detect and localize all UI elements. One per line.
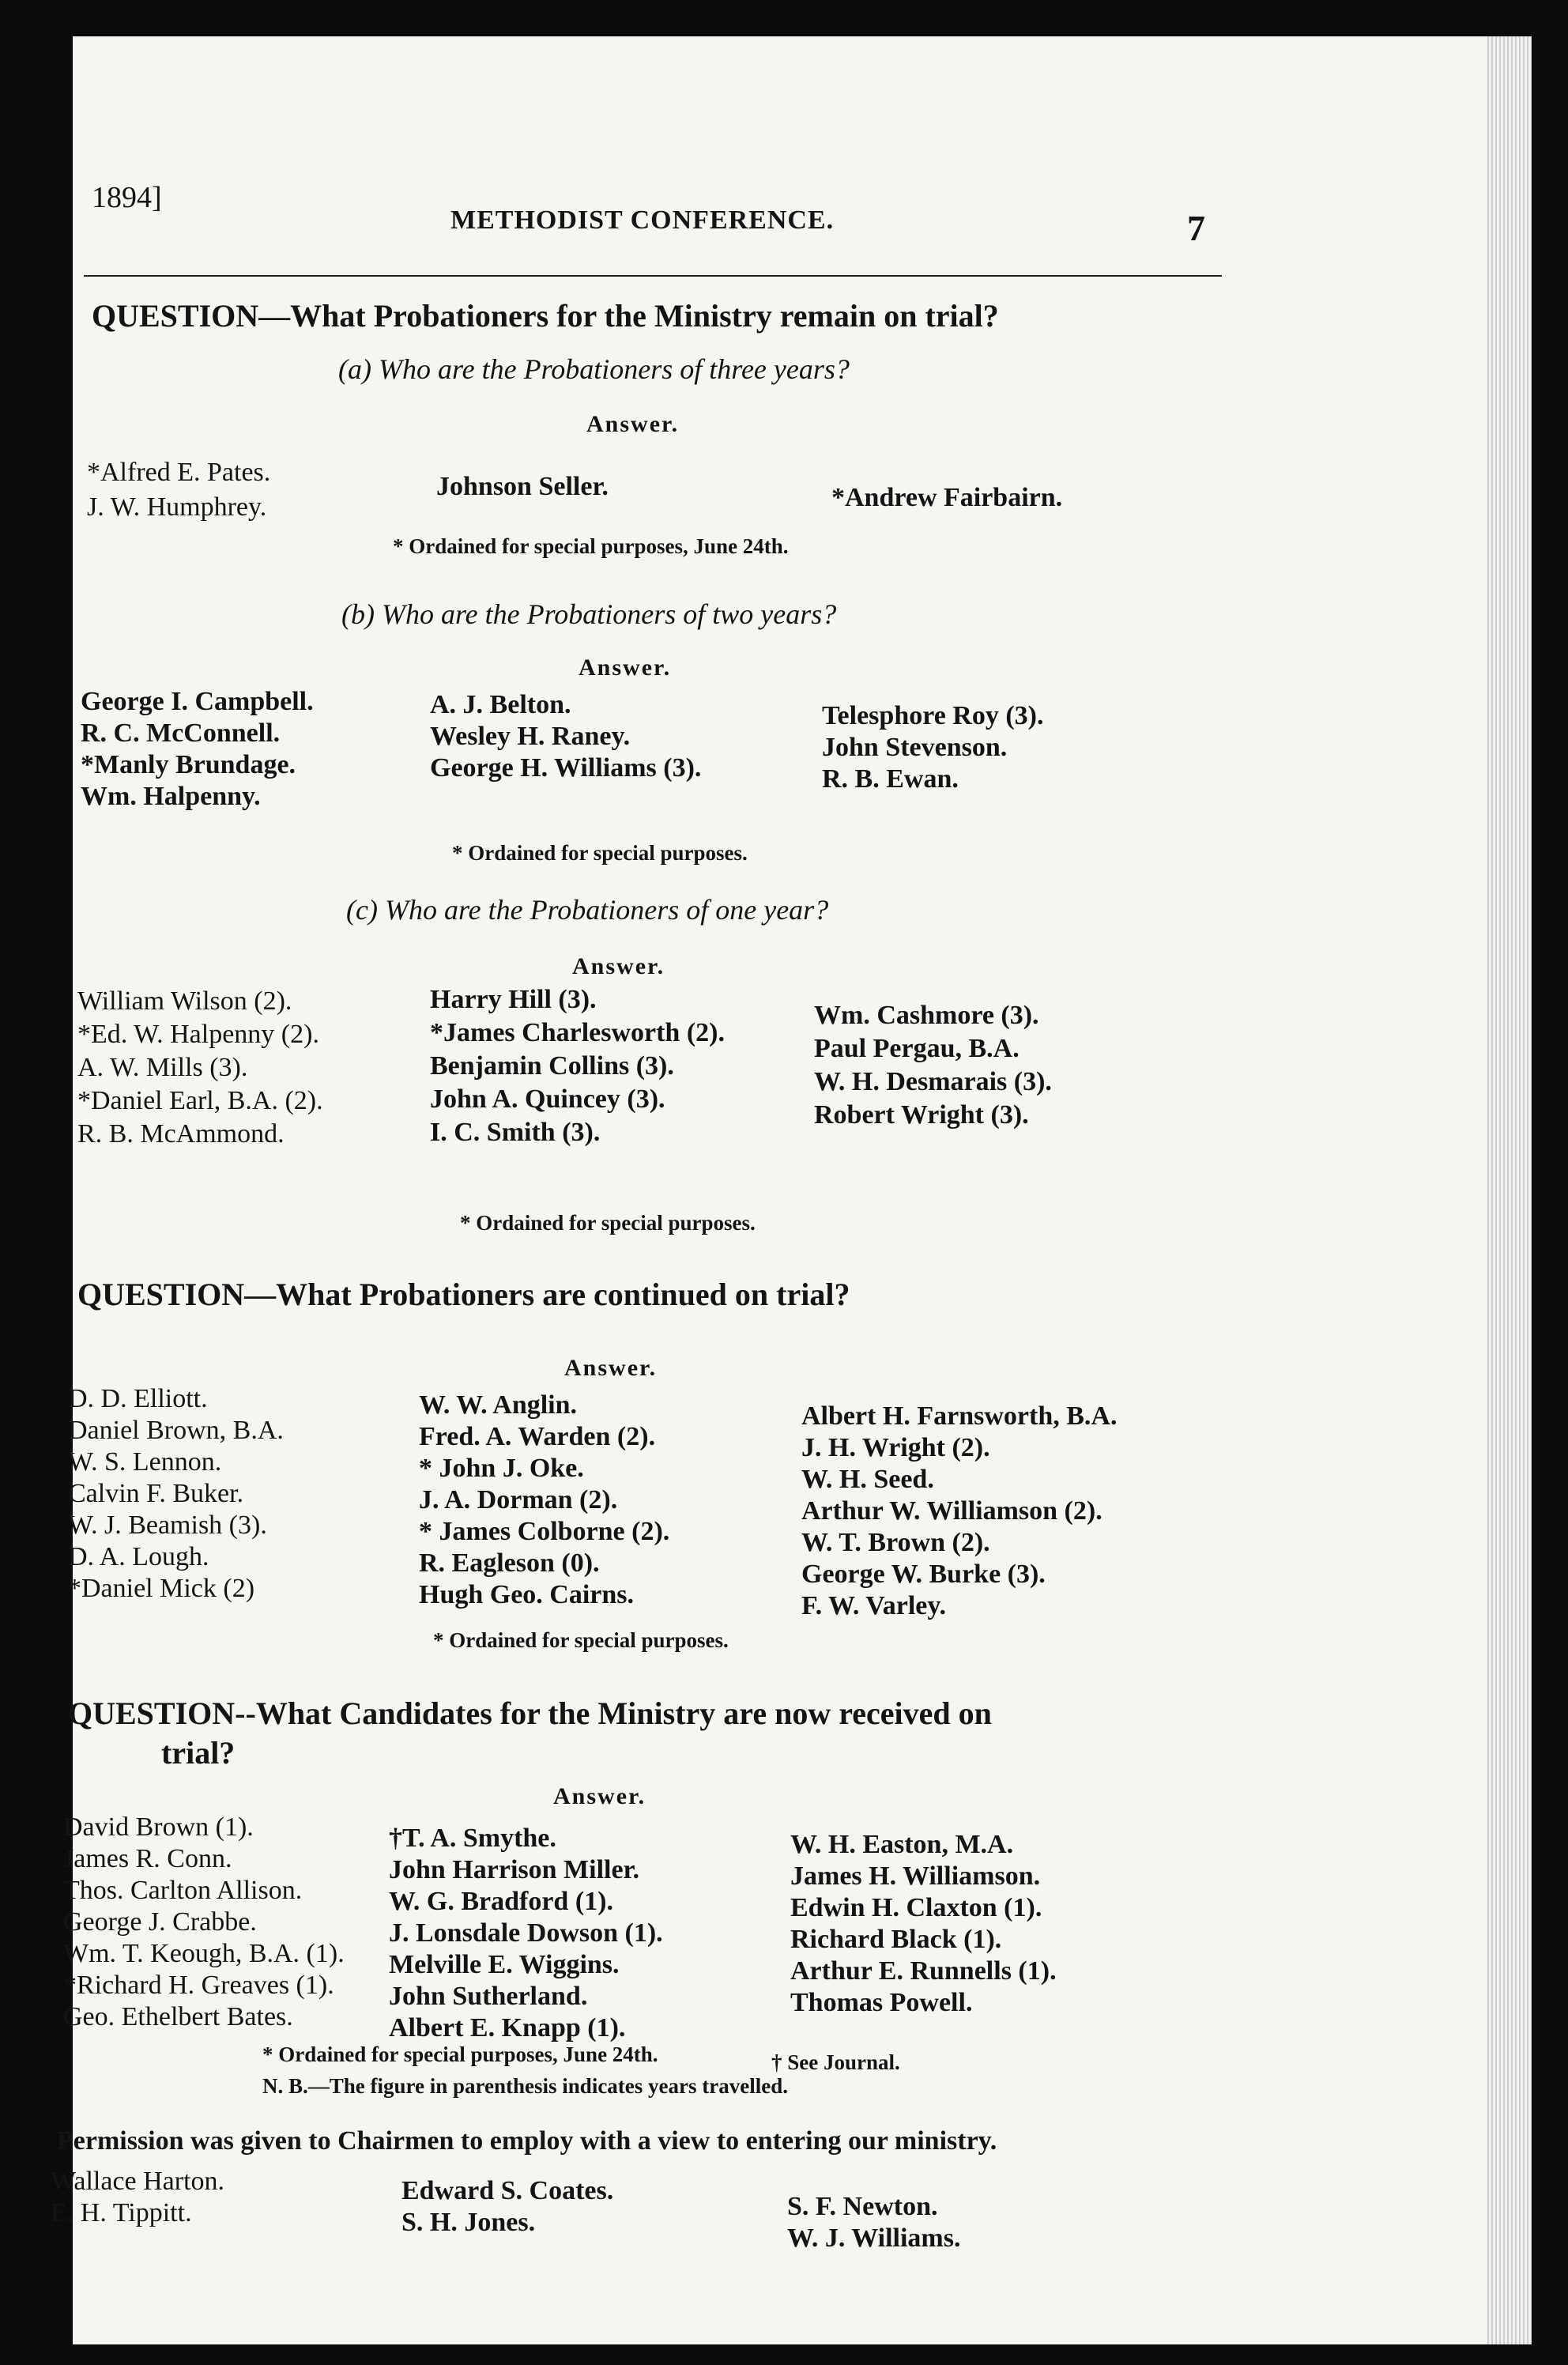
- list-item: Wm. T. Keough, B.A. (1).: [63, 1939, 345, 1968]
- answer-label: Answer.: [572, 953, 665, 979]
- list-item: †T. A. Smythe.: [389, 1824, 556, 1853]
- subtitle-one-year: (c) Who are the Probationers of one year?: [346, 894, 829, 926]
- list-item: W. H. Seed.: [801, 1465, 934, 1494]
- list-item: * James Colborne (2).: [419, 1517, 670, 1546]
- candidates-col2: [389, 1823, 663, 2044]
- list-item: Wm. Cashmore (3).: [814, 1001, 1039, 1030]
- candidates-col1: [63, 1812, 345, 2033]
- list-item: John Stevenson.: [822, 733, 1008, 762]
- list-item: S. H. Jones.: [401, 2208, 536, 2237]
- list-item: Harry Hill (3).: [430, 985, 597, 1014]
- permission-col2: [401, 2175, 613, 2239]
- document-page: [51, 36, 1487, 2344]
- list-item: *Andrew Fairbairn.: [831, 483, 1063, 512]
- list-item: Robert Wright (3).: [814, 1100, 1029, 1130]
- list-item: I. C. Smith (3).: [430, 1118, 601, 1147]
- one-year-col2: [430, 983, 725, 1149]
- list-item: F. W. Varley.: [801, 1591, 946, 1620]
- continued-col3: [801, 1401, 1117, 1622]
- one-year-col1: [77, 985, 323, 1151]
- list-item: *Alfred E. Pates.: [87, 458, 271, 487]
- ordained-note: * Ordained for special purposes.: [460, 1211, 756, 1235]
- list-item: E. H. Tippitt.: [51, 2198, 192, 2227]
- two-years-col3: [822, 700, 1044, 795]
- list-item: R. B. McAmmond.: [77, 1119, 285, 1149]
- list-item: S. F. Newton.: [787, 2192, 938, 2221]
- answer-label: Answer.: [553, 1783, 646, 1809]
- list-item: George W. Burke (3).: [801, 1560, 1046, 1589]
- list-item: *Daniel Earl, B.A. (2).: [77, 1086, 323, 1115]
- list-item: A. J. Belton.: [430, 690, 571, 719]
- list-item: *Ed. W. Halpenny (2).: [77, 1020, 319, 1049]
- page-number: 7: [1187, 208, 1205, 248]
- list-item: J. A. Dorman (2).: [419, 1485, 618, 1514]
- list-item: *Manly Brundage.: [81, 750, 296, 779]
- subtitle-two-years: (b) Who are the Probationers of two years?: [341, 598, 837, 630]
- list-item: Edward S. Coates.: [401, 2176, 614, 2205]
- list-item: R. C. McConnell.: [81, 719, 281, 748]
- ordained-note: * Ordained for special purposes.: [433, 1628, 729, 1652]
- list-item: Calvin F. Buker.: [68, 1479, 244, 1508]
- permission-col1: [51, 2166, 224, 2229]
- list-item: Arthur W. Williamson (2).: [801, 1496, 1102, 1526]
- list-item: D. D. Elliott.: [68, 1384, 208, 1413]
- list-item: R. Eagleson (0).: [419, 1548, 600, 1578]
- list-item: Fred. A. Warden (2).: [419, 1422, 656, 1451]
- list-item: *Richard H. Greaves (1).: [63, 1971, 334, 2000]
- list-item: Hugh Geo. Cairns.: [419, 1580, 635, 1609]
- continued-col2: [419, 1390, 669, 1611]
- list-item: Geo. Ethelbert Bates.: [63, 2002, 293, 2031]
- three-years-col3: [831, 481, 1062, 515]
- list-item: John A. Quincey (3).: [430, 1084, 665, 1114]
- list-item: J. H. Wright (2).: [801, 1433, 990, 1462]
- list-item: Wm. Halpenny.: [81, 782, 261, 811]
- question-candidates-received-cont: trial?: [161, 1735, 236, 1771]
- subtitle-three-years: (a) Who are the Probationers of three years?: [338, 353, 850, 385]
- list-item: George H. Williams (3).: [430, 753, 702, 783]
- nb-note: N. B.—The figure in parenthesis indicates years travelled.: [262, 2074, 788, 2098]
- candidates-col3: [790, 1829, 1057, 2019]
- list-item: Albert E. Knapp (1).: [389, 2013, 626, 2042]
- list-item: Richard Black (1).: [790, 1925, 1002, 1954]
- header-year: 1894]: [92, 181, 162, 214]
- list-item: Arthur E. Runnells (1).: [790, 1956, 1057, 1986]
- list-item: Paul Pergau, B.A.: [814, 1034, 1020, 1063]
- two-years-col2: [430, 689, 701, 784]
- list-item: D. A. Lough.: [68, 1542, 209, 1571]
- list-item: W. G. Bradford (1).: [389, 1887, 613, 1916]
- list-item: A. W. Mills (3).: [77, 1053, 248, 1082]
- permission-text: Permission was given to Chairmen to employ with a view to entering our ministry.: [57, 2126, 997, 2156]
- list-item: Telesphore Roy (3).: [822, 701, 1044, 730]
- ordained-note-june: * Ordained for special purposes, June 24th.: [393, 534, 789, 558]
- permission-col3: [787, 2191, 961, 2254]
- see-journal-note: † See Journal.: [771, 2050, 900, 2074]
- header-rule: [84, 275, 1222, 277]
- list-item: Johnson Seller.: [436, 472, 609, 501]
- header-title: METHODIST CONFERENCE.: [450, 206, 835, 235]
- list-item: John Sutherland.: [389, 1982, 588, 2011]
- list-item: W. J. Beamish (3).: [68, 1511, 267, 1540]
- list-item: Melville E. Wiggins.: [389, 1950, 620, 1979]
- list-item: W. W. Anglin.: [419, 1390, 578, 1420]
- list-item: Benjamin Collins (3).: [430, 1051, 674, 1081]
- continued-col1: [68, 1383, 284, 1605]
- answer-label: Answer.: [564, 1355, 658, 1381]
- answer-label: Answer.: [586, 411, 680, 437]
- list-item: *Daniel Mick (2): [68, 1574, 255, 1603]
- list-item: Thos. Carlton Allison.: [63, 1876, 303, 1905]
- one-year-col3: [814, 999, 1052, 1132]
- list-item: George J. Crabbe.: [63, 1907, 257, 1937]
- two-years-col1: [81, 686, 314, 813]
- list-item: * John J. Oke.: [419, 1454, 584, 1483]
- answer-label: Answer.: [579, 654, 672, 681]
- list-item: J. Lonsdale Dowson (1).: [389, 1918, 663, 1948]
- question-continued-on-trial: QUESTION—What Probationers are continued on trial?: [77, 1277, 850, 1312]
- list-item: Albert H. Farnsworth, B.A.: [801, 1401, 1118, 1431]
- list-item: R. B. Ewan.: [822, 764, 959, 794]
- list-item: J. W. Humphrey.: [87, 492, 267, 522]
- three-years-col2: [436, 470, 609, 504]
- list-item: William Wilson (2).: [77, 986, 292, 1016]
- ordained-note-june: * Ordained for special purposes, June 24th.: [262, 2042, 658, 2066]
- ordained-note: * Ordained for special purposes.: [452, 841, 748, 865]
- list-item: George I. Campbell.: [81, 687, 314, 716]
- list-item: W. H. Desmarais (3).: [814, 1067, 1052, 1096]
- list-item: James H. Williamson.: [790, 1861, 1041, 1891]
- list-item: David Brown (1).: [63, 1812, 254, 1842]
- question-candidates-received: QUESTION--What Candidates for the Ministry are now received on: [68, 1695, 992, 1731]
- list-item: W. H. Easton, M.A.: [790, 1830, 1014, 1859]
- list-item: James R. Conn.: [63, 1844, 232, 1873]
- list-item: W. J. Williams.: [787, 2224, 961, 2253]
- list-item: Edwin H. Claxton (1).: [790, 1893, 1042, 1922]
- list-item: Daniel Brown, B.A.: [68, 1416, 284, 1445]
- list-item: W. T. Brown (2).: [801, 1528, 990, 1557]
- question-probationers-remain: QUESTION—What Probationers for the Ministry remain on trial?: [92, 298, 999, 334]
- list-item: John Harrison Miller.: [389, 1855, 640, 1884]
- list-item: W. S. Lennon.: [68, 1447, 222, 1477]
- three-years-col1: [87, 455, 270, 525]
- list-item: *James Charlesworth (2).: [430, 1018, 725, 1047]
- list-item: Thomas Powell.: [790, 1988, 973, 2017]
- list-item: Wesley H. Raney.: [430, 722, 631, 751]
- page-edges: [1487, 36, 1532, 2344]
- list-item: Wallace Harton.: [51, 2167, 225, 2196]
